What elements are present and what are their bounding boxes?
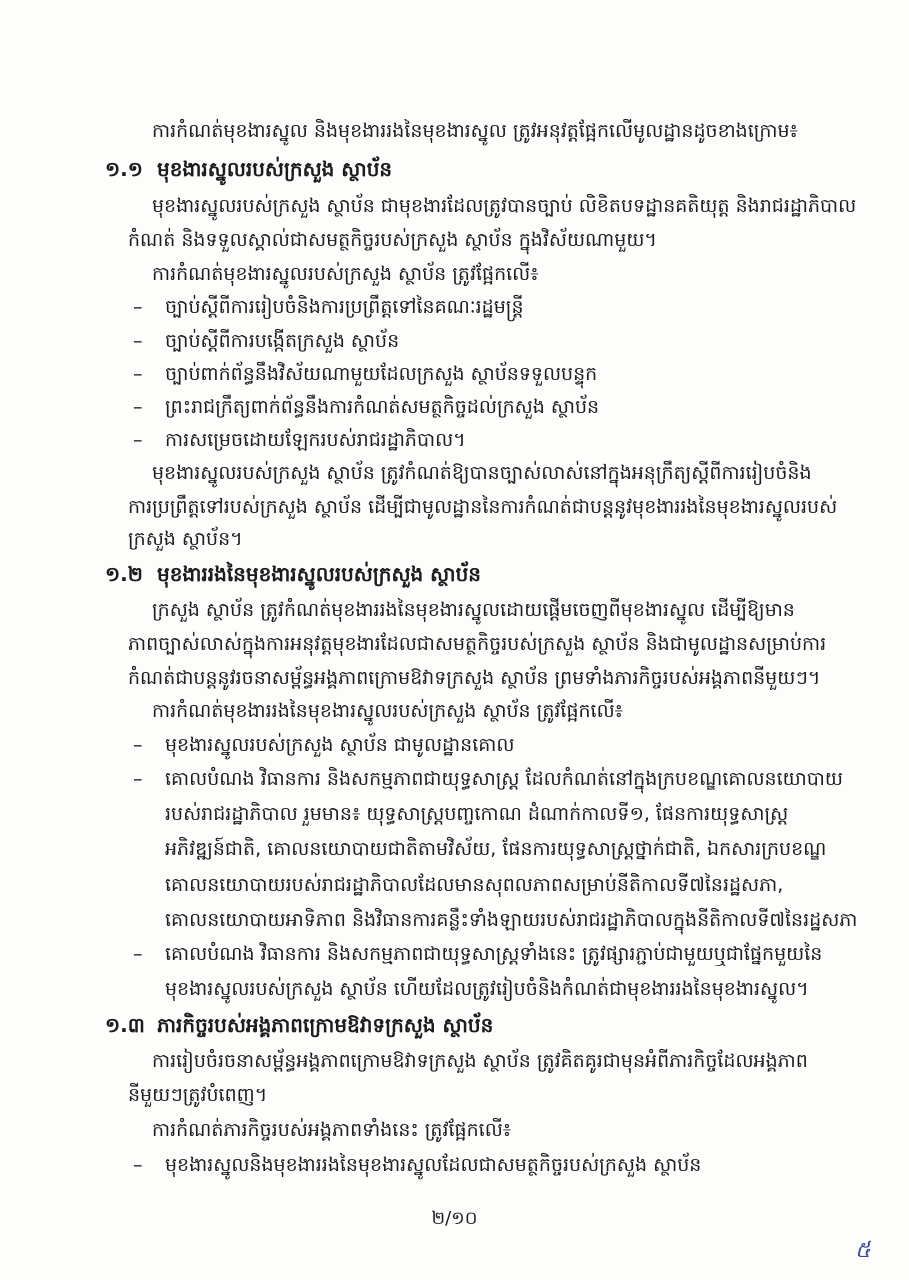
list-item-text: ច្បាប់ពាក់ព័ន្ធនឹងវិស័យណាមួយដែលក្រសួង ស្ថាប័នទទួលបន្ទុក <box>165 363 598 385</box>
list-item-text: ច្បាប់ស្ដីពីការបង្កើតក្រសួង ស្ថាប័ន <box>165 330 400 352</box>
list-item <box>0 290 909 324</box>
list-item-text: គោលបំណង វិធានការ និងសកម្មភាពជាយុទ្ធសាស្ត្រទាំងនេះ ត្រូវផ្សារភ្ជាប់ជាមួយឬជាផ្នែកមួយនៃ <box>165 943 823 965</box>
paragraph-line: នីមួយៗត្រូវបំពេញ។ <box>128 1084 268 1106</box>
section-number: ១.៣ <box>105 1013 145 1037</box>
list-item <box>0 324 909 358</box>
bullet-dash: – <box>133 768 143 790</box>
bullet-dash: – <box>133 363 143 385</box>
section-title: មុខងារស្នូលរបស់ក្រសួង ស្ថាប័ន <box>157 157 393 181</box>
list-item-text: មុខងារស្នូលនិងមុខងាររងនៃមុខងារស្នូលដែលជាសមត្ថកិច្ចរបស់ក្រសួង ស្ថាប័ន <box>165 1154 702 1176</box>
list-item <box>0 762 909 796</box>
paragraph-line: កំណត់ និងទទួលស្គាល់ជាសមត្ថកិច្ចរបស់ក្រសួង ស្ថាប័ន ក្នុងវិស័យណាមួយ។ <box>128 229 657 251</box>
list-item <box>0 728 909 762</box>
paragraph-line: ក្រសួង ស្ថាប័ន ត្រូវកំណត់មុខងាររងនៃមុខងារស្នូលដោយផ្ដើមចេញពីមុខងារស្នូល ដើម្បីឱ្យមាន <box>152 599 795 621</box>
list-item-continuation: មុខងារស្នូលរបស់ក្រសួង ស្ថាប័ន ហើយដែលត្រូវរៀបចំនិងកំណត់ជាមុខងាររងនៃមុខងារស្នូល។ <box>165 978 809 1000</box>
list-item <box>0 357 909 391</box>
bullet-dash: – <box>133 943 143 965</box>
paragraph-line: មុខងារស្នូលរបស់ក្រសួង ស្ថាប័ន ត្រូវកំណត់ឱ្យបានច្បាស់លាស់នៅក្នុងអនុក្រឹត្យស្ដីពីការរៀបចំនិង <box>152 462 812 484</box>
bullet-dash: – <box>133 734 143 756</box>
paragraph-line: ការកំណត់មុខងារស្នូលរបស់ក្រសួង ស្ថាប័ន ត្រូវផ្អែកលើ៖ <box>152 263 539 285</box>
page-number: ២/១០ <box>431 1208 478 1229</box>
list-item-text: ការសម្រេចដោយឡែករបស់រាជរដ្ឋាភិបាល។ <box>165 429 466 451</box>
section-title: ភារកិច្ចរបស់អង្គភាពក្រោមឱវាទក្រសួង ស្ថាប័ន <box>157 1013 494 1037</box>
bullet-dash: – <box>133 429 143 451</box>
section-number: ១.២ <box>105 562 143 586</box>
list-item <box>0 390 909 424</box>
section-1-2-heading <box>0 557 909 591</box>
section-1-1-heading <box>0 152 909 186</box>
list-item <box>0 1148 909 1182</box>
list-item-text: ព្រះរាជក្រឹត្យពាក់ព័ន្ធនឹងការកំណត់សមត្ថកិច្ចដល់ក្រសួង ស្ថាប័ន <box>165 396 600 418</box>
paragraph-line: ការរៀបចំរចនាសម្ព័ន្ធអង្គភាពក្រោមឱវាទក្រសួង ស្ថាប័ន ត្រូវគិតគូរជាមុនអំពីភារកិច្ចដែលអង្គភាព <box>152 1050 808 1072</box>
list-item-text: មុខងារស្នូលរបស់ក្រសួង ស្ថាប័ន ជាមូលដ្ឋានគោល <box>165 734 515 756</box>
list-item-text: គោលបំណង វិធានការ និងសកម្មភាពជាយុទ្ធសាស្ត្រ ដែលកំណត់នៅក្នុងក្របខណ្ឌគោលនយោបាយ <box>165 768 843 790</box>
bullet-dash: – <box>133 1154 143 1176</box>
section-1-3-heading <box>0 1008 909 1042</box>
list-item-continuation: គោលនយោបាយរបស់រាជរដ្ឋាភិបាលដែលមានសុពលភាពសម្រាប់នីតិកាលទី៧នៃរដ្ឋសភា, <box>165 874 784 896</box>
bullet-dash: – <box>133 296 143 318</box>
paragraph-line: ភាពច្បាស់លាស់ក្នុងការអនុវត្តមុខងារដែលជាសមត្ថកិច្ចរបស់ក្រសួង ស្ថាប័ន និងជាមូលដ្ឋានសម្រាប់ការ <box>128 633 827 655</box>
list-item-text: ច្បាប់ស្ដីពីការរៀបចំនិងការប្រព្រឹត្តទៅនៃគណៈរដ្ឋមន្ត្រី <box>165 296 524 318</box>
list-item <box>0 937 909 971</box>
handwritten-corner-mark: ៥ <box>855 1238 871 1263</box>
section-number: ១.១ <box>105 157 143 181</box>
list-item <box>0 423 909 457</box>
paragraph-line: កំណត់ជាបន្តនូវរចនាសម្ព័ន្ធអង្គភាពក្រោមឱវាទក្រសួង ស្ថាប័ន ព្រមទាំងភារកិច្ចរបស់អង្គភាពនីមួយៗ។ <box>128 667 821 689</box>
list-item-continuation: អភិវឌ្ឍន៍ជាតិ, គោលនយោបាយជាតិតាមវិស័យ, ផែនការយុទ្ធសាស្ត្រថ្នាក់ជាតិ, ឯកសារក្របខណ្ឌ <box>165 838 827 860</box>
paragraph-line: ការប្រព្រឹត្តទៅរបស់ក្រសួង ស្ថាប័ន ដើម្បីជាមូលដ្ឋាននៃការកំណត់ជាបន្តនូវមុខងាររងនៃមុខងារស្នូលរបស់ <box>128 496 838 518</box>
intro-paragraph: ការកំណត់មុខងារស្នូល និងមុខងាររងនៃមុខងារស្នូល ត្រូវអនុវត្តផ្អែកលើមូលដ្ឋានដូចខាងក្រោម៖ <box>152 120 798 142</box>
list-item-continuation: របស់រាជរដ្ឋាភិបាល រួមមាន៖ យុទ្ធសាស្ត្របញ្ចកោណ ដំណាក់កាលទី១, ផែនការយុទ្ធសាស្ត្រ <box>165 803 789 825</box>
paragraph-line: ការកំណត់មុខងាររងនៃមុខងារស្នូលរបស់ក្រសួង ស្ថាប័ន ត្រូវផ្អែកលើ៖ <box>152 700 624 722</box>
section-title: មុខងាររងនៃមុខងារស្នូលរបស់ក្រសួង ស្ថាប័ន <box>157 562 481 586</box>
bullet-dash: – <box>133 396 143 418</box>
list-item-continuation: គោលនយោបាយអាទិភាព និងវិធានការគន្លឹះទាំងឡាយរបស់រាជរដ្ឋាភិបាលក្នុងនីតិកាលទី៧នៃរដ្ឋសភា <box>165 909 858 931</box>
paragraph-line: ក្រសួង ស្ថាប័ន។ <box>128 528 243 550</box>
bullet-dash: – <box>133 330 143 352</box>
paragraph-line: មុខងារស្នូលរបស់ក្រសួង ស្ថាប័ន ជាមុខងារដែលត្រូវបានច្បាប់ លិខិតបទដ្ឋានគតិយុត្ត និងរាជរដ្ឋាភិបាល <box>152 195 857 217</box>
paragraph-line: ការកំណត់ភារកិច្ចរបស់អង្គភាពទាំងនេះ ត្រូវផ្អែកលើ៖ <box>152 1119 512 1141</box>
